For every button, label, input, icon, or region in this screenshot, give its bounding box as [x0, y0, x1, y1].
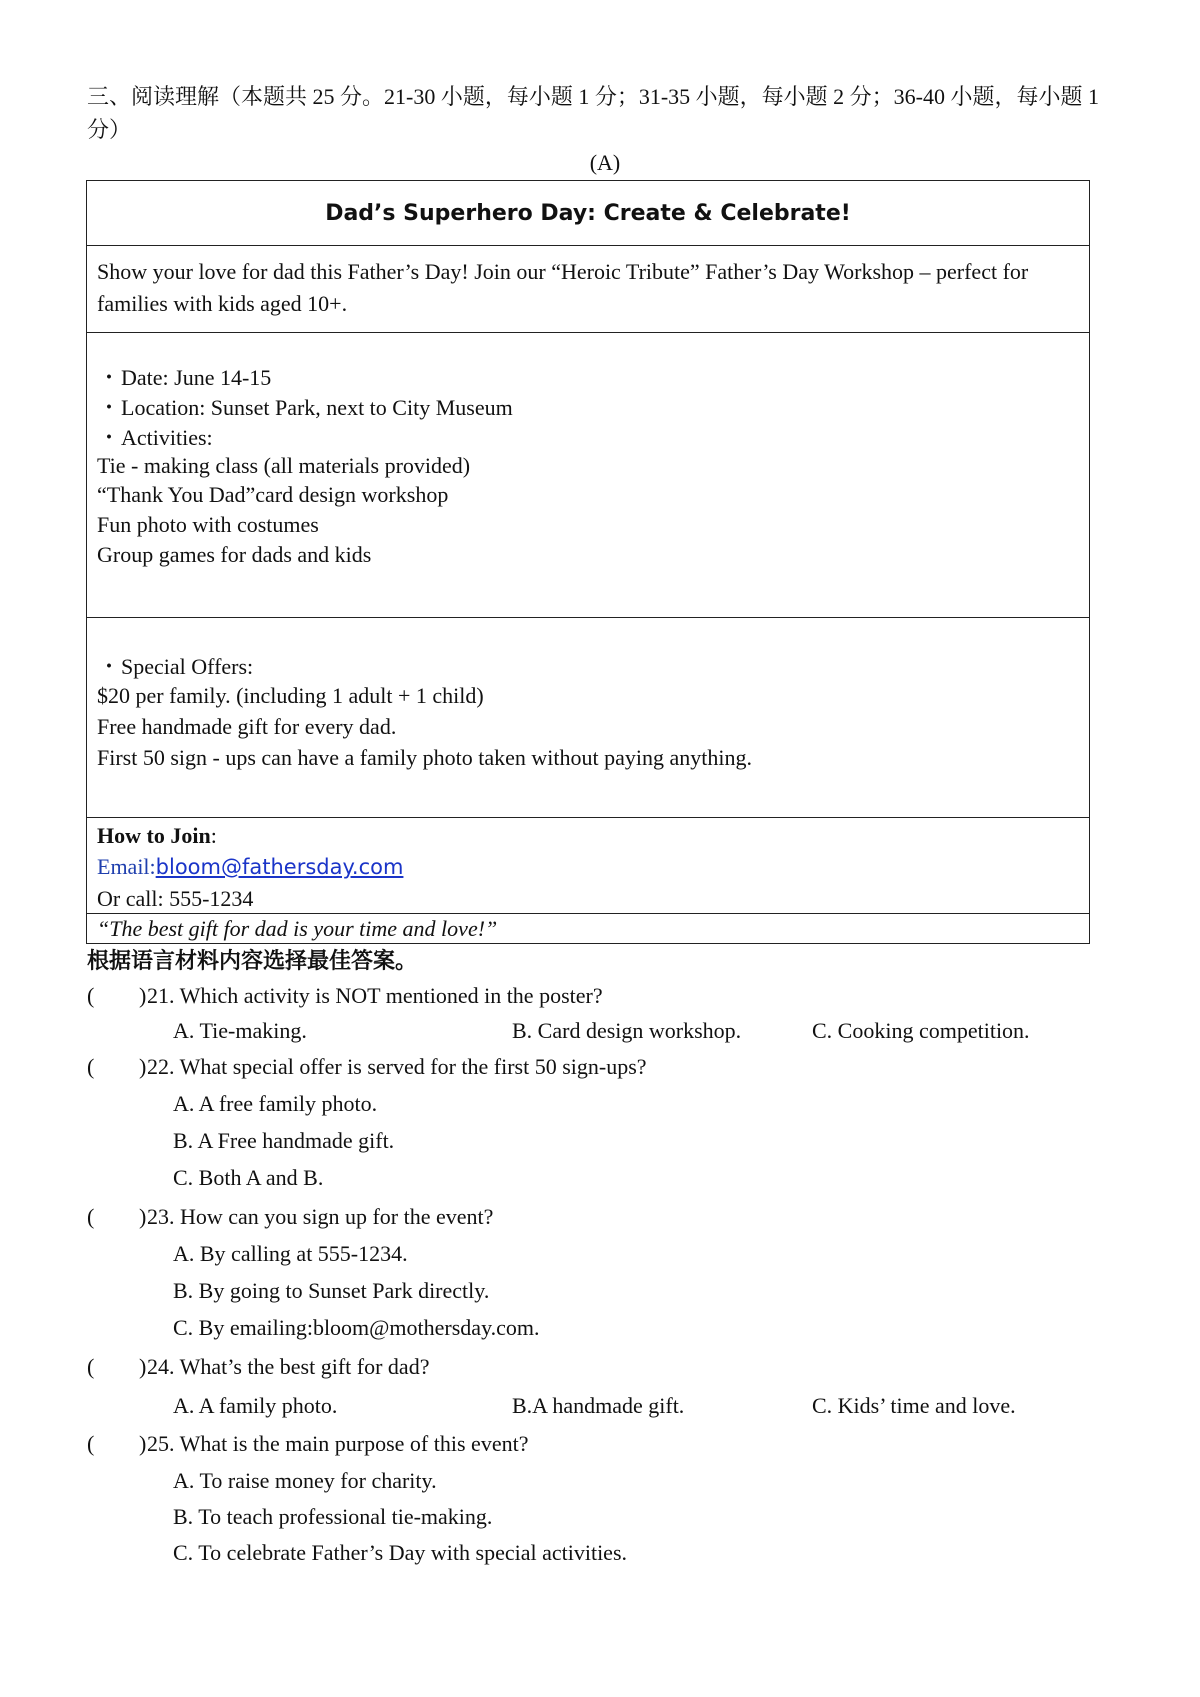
answer-blank-open: (: [87, 1354, 95, 1379]
how-to-join-label: How to Join: [97, 823, 211, 848]
option-c: C. Both A and B.: [173, 1165, 324, 1190]
offer-item: First 50 sign - ups can have a family photo taken without paying anything.: [97, 745, 753, 770]
offer-item: Free handmade gift for every dad.: [97, 714, 397, 739]
poster-quote-row: [87, 914, 1089, 943]
question-text: 21. Which activity is NOT mentioned in the poster?: [147, 983, 603, 1008]
option-a: A. Tie-making.: [173, 1018, 307, 1043]
section-heading: 三、阅读理解（本题共 25 分。21-30 小题，每小题 1 分；31-35 小题，每小题 2 分；36-40 小题，每小题 1 分）: [87, 84, 1099, 142]
poster-title-row: [87, 181, 1089, 246]
answer-blank-open: (: [87, 1054, 95, 1079]
question-text: 22. What special offer is served for the first 50 sign-ups?: [147, 1054, 647, 1079]
activity-item: Fun photo with costumes: [97, 512, 319, 537]
option-b: B. To teach professional tie-making.: [173, 1504, 493, 1529]
answer-blank-open: (: [87, 1204, 95, 1229]
option-c: C. Kids’ time and love.: [812, 1393, 1016, 1418]
email-link[interactable]: bloom@fathersday.com: [155, 855, 404, 879]
poster-title: Dad’s Superhero Day: Create & Celebrate!: [325, 200, 851, 226]
option-c: C. By emailing:bloom@mothersday.com.: [173, 1315, 540, 1340]
activities-label: ・ Activities:: [97, 423, 1079, 453]
option-b: B. Card design workshop.: [512, 1018, 742, 1043]
event-date: ・ Date: June 14-15: [97, 363, 1079, 393]
question-text: 24. What’s the best gift for dad?: [147, 1354, 430, 1379]
option-a: A. A family photo.: [173, 1393, 338, 1418]
answer-blank-close: ): [139, 1431, 147, 1456]
event-location: ・ Location: Sunset Park, next to City Museum: [97, 393, 1079, 423]
phone-number: Or call: 555-1234: [97, 886, 254, 911]
option-a: A. To raise money for charity.: [173, 1468, 437, 1493]
poster-join-row: [87, 818, 1089, 914]
poster-offers-row: [87, 618, 1089, 818]
answer-blank-open: (: [87, 1431, 95, 1456]
option-b: B.A handmade gift.: [512, 1393, 685, 1418]
question-text: 25. What is the main purpose of this event?: [147, 1431, 529, 1456]
event-poster: [86, 180, 1090, 944]
question-text: 23. How can you sign up for the event?: [147, 1204, 494, 1229]
answer-blank-close: ): [139, 1354, 147, 1379]
activity-item: Tie - making class (all materials provided): [97, 453, 471, 478]
activity-item: Group games for dads and kids: [97, 542, 372, 567]
option-a: A. A free family photo.: [173, 1091, 378, 1116]
answer-blank-close: ): [139, 1204, 147, 1229]
offers-label: ・ Special Offers:: [97, 651, 1079, 682]
answer-blank-open: (: [87, 983, 95, 1008]
poster-quote: “The best gift for dad is your time and love!”: [97, 916, 498, 941]
poster-details-row: [87, 333, 1089, 618]
passage-label: (A): [589, 150, 621, 175]
option-c: C. Cooking competition.: [812, 1018, 1030, 1043]
poster-intro-row: [87, 246, 1089, 333]
offer-item: $20 per family. (including 1 adult + 1 child): [97, 683, 484, 708]
join-colon: :: [210, 823, 217, 848]
answer-blank-close: ): [139, 1054, 147, 1079]
option-b: B. A Free handmade gift.: [173, 1128, 395, 1153]
poster-intro: Show your love for dad this Father’s Day! Join our “Heroic Tribute” Father’s Day Workshop – perfect for families with kids aged 10+.: [97, 259, 1029, 316]
instruction: 根据语言材料内容选择最佳答案。: [87, 948, 418, 973]
activity-item: “Thank You Dad”card design workshop: [97, 482, 449, 507]
option-b: B. By going to Sunset Park directly.: [173, 1278, 490, 1303]
email-label: Email:: [97, 854, 156, 879]
option-a: A. By calling at 555-1234.: [173, 1241, 408, 1266]
answer-blank-close: ): [139, 983, 147, 1008]
option-c: C. To celebrate Father’s Day with special activities.: [173, 1540, 628, 1565]
